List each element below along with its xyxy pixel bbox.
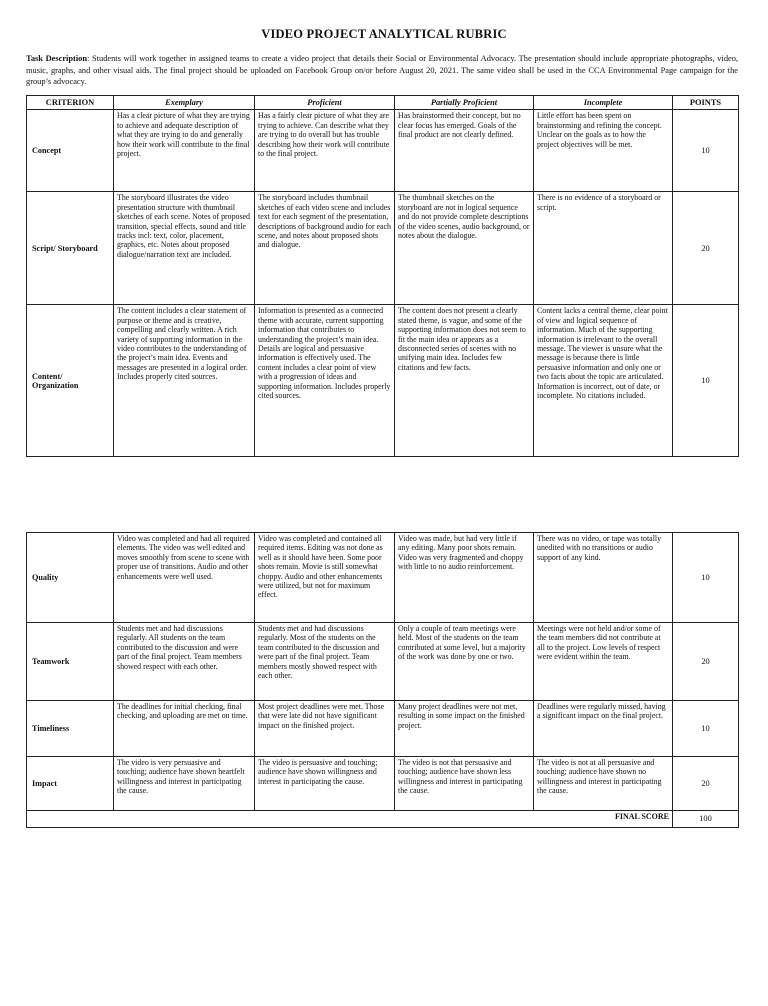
criterion-cell: Script/ Storyboard <box>27 192 114 305</box>
criterion-cell: Quality <box>27 533 114 623</box>
incomplete-cell: Meetings were not held and/or some of the team members did not contribute at all to the project. Low levels of respect were evident within the team. <box>534 623 673 701</box>
final-score-points: 100 <box>673 811 739 828</box>
exemplary-cell: The storyboard illustrates the video presentation structure with thumbnail sketches of each scene. Notes of proposed transition, special effects, sound and title tracks incl: text, color, placement, graphics, etc. Notes about proposed dialogue/narration text are included. <box>114 192 255 305</box>
proficient-cell: Has a fairly clear picture of what they are trying to achieve. Can describe what they are trying to do overall but has trouble describing how their work will contribute to the final project. <box>255 110 395 192</box>
header-criterion: CRITERION <box>27 96 114 110</box>
header-partial: Partially Proficient <box>395 96 534 110</box>
criterion-cell: Concept <box>27 110 114 192</box>
exemplary-cell: Students met and had discussions regularly. All students on the team contributed to the discussion and were part of the final project. Team members showed respect with each other. <box>114 623 255 701</box>
table-row <box>27 533 739 623</box>
table-row <box>27 192 739 305</box>
exemplary-cell: Has a clear picture of what they are trying to achieve and adequate description of what they are trying to do and generally how their work will contribute to the final project. <box>114 110 255 192</box>
table-row <box>27 757 739 811</box>
incomplete-cell: There is no evidence of a storyboard or script. <box>534 192 673 305</box>
points-cell: 10 <box>673 701 739 757</box>
incomplete-cell: There was no video, or tape was totally unedited with no transitions or audio support of any kind. <box>534 533 673 623</box>
proficient-cell: Information is presented as a connected theme with accurate, current supporting information that contributes to understanding the project’s main idea. Details are logical and persuasive information is effectively used. The content includes a clear point of view with a progression of ideas and supporting information. Includes properly cited sources. <box>255 305 395 457</box>
header-row <box>27 96 739 110</box>
header-points: POINTS <box>673 96 739 110</box>
exemplary-cell: The deadlines for initial checking, final checking, and uploading are met on time. <box>114 701 255 757</box>
rubric-table-page2 <box>26 532 739 828</box>
criterion-cell: Teamwork <box>27 623 114 701</box>
partial-cell: Video was made, but had very little if any editing. Many poor shots remain. Video was very fragmented and choppy with little to no audio reinforcement. <box>395 533 534 623</box>
rubric-table-page1 <box>26 95 739 457</box>
partial-cell: The thumbnail sketches on the storyboard are not in logical sequence and do not provide complete descriptions of the video scenes, audio background, or notes about the dialogue. <box>395 192 534 305</box>
points-cell: 20 <box>673 623 739 701</box>
task-text: : Students will work together in assigned teams to create a video project that details their Social or Environmental Advocacy. The presentation should include appropriate photographs, video, music, graphs, and other visual aids. The final project should be uploaded on Facebook Group on/or before August 20, 2021. The same video shall be used in the CCA Environmental Page campaign for the group’s advocacy. <box>26 54 739 87</box>
proficient-cell: Video was completed and contained all required items. Editing was not done as well as it should have been. Some poor shots remain. Movie is still somewhat choppy. Audio and other enhancements were utilized, but not for maximum effect. <box>255 533 395 623</box>
final-score-label: FINAL SCORE <box>534 811 673 828</box>
exemplary-cell: The content includes a clear statement of purpose or theme and is creative, compelling and clearly written. A rich variety of supporting information in the video contributes to the understanding of the project’s main idea. Events and messages are presented in a logical order. Includes properly cited sources. <box>114 305 255 457</box>
incomplete-cell: Content lacks a central theme, clear point of view and logical sequence of information. Much of the supporting information is irrelevant to the overall message. The viewer is unsure what the message is because there is little persuasive information and only one or two facts about the topic are articulated. Information is incorrect, out of date, or incomplete. No citations included. <box>534 305 673 457</box>
incomplete-cell: Little effort has been spent on brainstorming and refining the concept. Unclear on the goals as to how the project objectives will be met. <box>534 110 673 192</box>
partial-cell: The video is not that persuasive and touching; audience have shown less willingness and interest in participating the cause. <box>395 757 534 811</box>
table-row <box>27 701 739 757</box>
table-row <box>27 623 739 701</box>
points-cell: 20 <box>673 192 739 305</box>
document-title: VIDEO PROJECT ANALYTICAL RUBRIC <box>261 27 507 41</box>
proficient-cell: Students met and had discussions regularly. Most of the students on the team contributed to the discussion and were part of the final project. Team members mostly showed respect with each other. <box>255 623 395 701</box>
header-exemplary: Exemplary <box>114 96 255 110</box>
proficient-cell: The storyboard includes thumbnail sketches of each video scene and includes text for each segment of the presentation, descriptions of background audio for each scene, and notes about proposed shots and dialogue. <box>255 192 395 305</box>
points-cell: 10 <box>673 533 739 623</box>
criterion-cell: Impact <box>27 757 114 811</box>
final-score-spacer <box>27 811 534 828</box>
task-description <box>26 53 738 88</box>
proficient-cell: Most project deadlines were met. Those that were late did not have significant impact on the finished project. <box>255 701 395 757</box>
partial-cell: Many project deadlines were not met, resulting in some impact on the finished project. <box>395 701 534 757</box>
incomplete-cell: The video is not at all persuasive and touching; audience have shown no willingness and interest in participating the cause. <box>534 757 673 811</box>
points-cell: 10 <box>673 305 739 457</box>
partial-cell: Has brainstormed their concept, but no clear focus has emerged. Goals of the final product are not clearly defined. <box>395 110 534 192</box>
table-row <box>27 305 739 457</box>
proficient-cell: The video is persuasive and touching; audience have shown willingness and interest in participating the cause. <box>255 757 395 811</box>
header-incomplete: Incomplete <box>534 96 673 110</box>
exemplary-cell: The video is very persuasive and touching; audience have shown heartfelt willingness and interest in participating the cause. <box>114 757 255 811</box>
incomplete-cell: Deadlines were regularly missed, having a significant impact on the final project. <box>534 701 673 757</box>
table-row <box>27 110 739 192</box>
criterion-cell: Content/ Organization <box>27 305 114 457</box>
task-label: Task Description <box>26 54 88 63</box>
final-score-row <box>27 811 739 828</box>
exemplary-cell: Video was completed and had all required elements. The video was well edited and moves smoothly from scene to scene with proper use of transitions. Audio and other enhancements were well used. <box>114 533 255 623</box>
partial-cell: Only a couple of team meetings were held. Most of the students on the team contributed at some level, but a majority of the work was done by one or two. <box>395 623 534 701</box>
points-cell: 10 <box>673 110 739 192</box>
header-proficient: Proficient <box>255 96 395 110</box>
points-cell: 20 <box>673 757 739 811</box>
partial-cell: The content does not present a clearly stated theme, is vague, and some of the supporting information does not seem to fit the main idea or appears as a disconnected series of scenes with no unifying main idea. Includes few citations and few facts. <box>395 305 534 457</box>
criterion-cell: Timeliness <box>27 701 114 757</box>
